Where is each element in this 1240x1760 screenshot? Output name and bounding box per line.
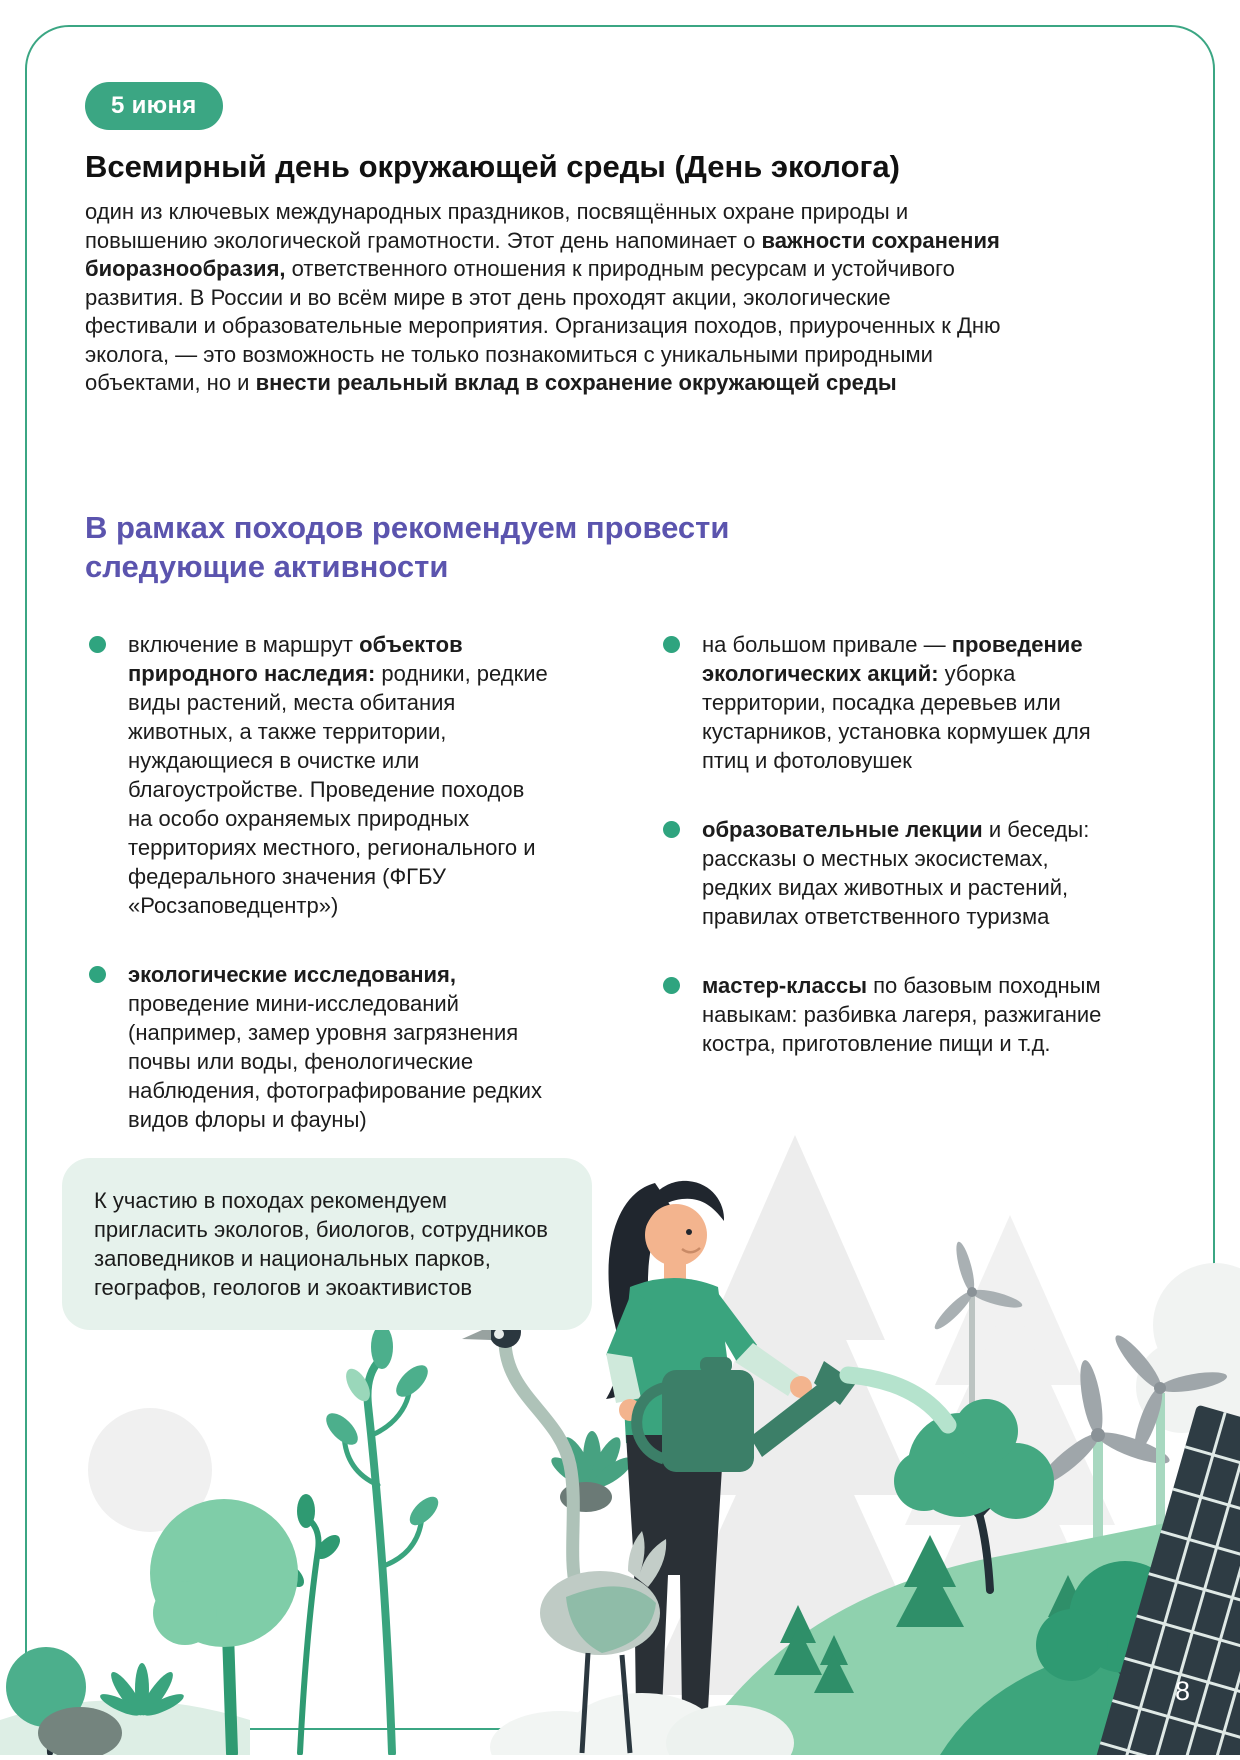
callout-box <box>62 1158 592 1330</box>
bullet-icon <box>663 977 680 994</box>
bullet-icon <box>663 821 680 838</box>
list-item <box>88 630 550 920</box>
bullet-text: на большом привале — проведение экологических акций: уборка территории, посадка деревьев или кустарников, установка кормушек для птиц и фотоловушек <box>702 632 1091 773</box>
list-item <box>662 630 1102 775</box>
page-title: Всемирный день окружающей среды (День эколога) <box>85 149 900 184</box>
activities-column-right <box>662 630 1102 1098</box>
callout-text: К участию в походах рекомендуем пригласить экологов, биологов, сотрудников заповедников и национальных парков, географов, геологов и экоактивистов <box>94 1188 548 1300</box>
head <box>645 1204 707 1266</box>
bullet-text: мастер-классы по базовым походным навыкам: разбивка лагеря, разжигание костра, приготовление пищи и т.д. <box>702 973 1102 1056</box>
intro-paragraph: один из ключевых международных праздников, посвящённых охране природы и повышению экологической грамотности. Этот день напоминает о важности сохранения биоразнообразия, ответственного отношения к природным ресурсам и устойчивого развития. В России и во всём мире в этот день проходят акции, экологические фестивали и образовательные мероприятия. Организация походов, приуроченных к Дню эколога, — это возможность не только познакомиться с уникальными природными объектами, но и внести реальный вклад в сохранение окружающей среды <box>85 199 1001 395</box>
bullet-icon <box>89 966 106 983</box>
page-number: 8 <box>1174 1676 1190 1706</box>
bullet-icon <box>89 636 106 653</box>
bullet-icon <box>663 636 680 653</box>
activities-columns <box>88 630 1158 1174</box>
left-trees <box>0 1325 443 1755</box>
bullet-text: образовательные лекции и беседы: рассказы о местных экосистемах, редких видах животных и растений, правилах ответственного туризма <box>702 817 1090 929</box>
bullet-text: включение в маршрут объектов природного наследия: родники, редкие виды растений, места обитания животных, а также территории, нуждающиеся в очистке или благоустройстве. Проведение походов на особо охраняемых природных территориях местного, регионального и федерального значения (ФГБУ «Росзаповедцентр») <box>128 632 548 918</box>
list-item <box>88 960 550 1134</box>
activities-column-left <box>88 630 550 1174</box>
list-item <box>662 815 1102 931</box>
date-badge: 5 июня <box>85 82 223 130</box>
bullet-text: экологические исследования, проведение мини-исследований (например, замер уровня загрязнения почвы или воды, фенологические наблюдения, фотографирование редких видов флоры и фауны) <box>128 962 542 1132</box>
section-heading: В рамках походов рекомендуем провести следующие активности <box>85 510 730 584</box>
list-item <box>662 971 1102 1058</box>
